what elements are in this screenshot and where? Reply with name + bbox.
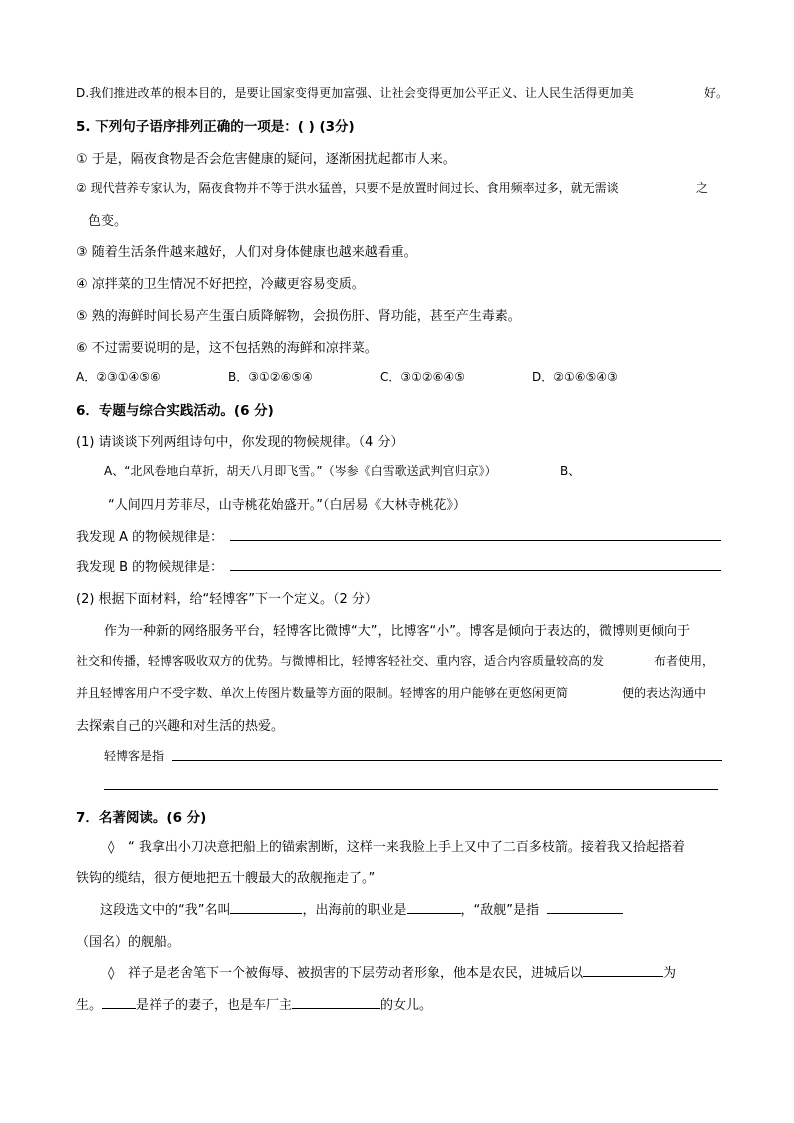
q7-wife-blank[interactable]: [102, 995, 136, 1009]
q7-quote-1: “ 我拿出小刀决意把船上的锚索割断，这样一来我脸上手上又中了二百多枝箭。接着我又拾起搭着: [128, 840, 685, 855]
q5-item-3: ③ 随着生活条件越来越好，人们对身体健康也越来越看重。: [76, 245, 417, 260]
q6-material-4: 去探索自己的兴趣和对生活的热爱。: [76, 719, 285, 734]
q7-job-blank[interactable]: [407, 900, 461, 914]
q6-title: 6．专题与综合实践活动。(6 分): [76, 403, 274, 419]
q7-q-part3: ，“敌舰”是指: [460, 903, 539, 918]
q6-sub2: (2) 根据下面材料，给“轻博客”下一个定义。（2 分）: [76, 592, 378, 607]
q7-owner-blank[interactable]: [292, 995, 380, 1009]
q7-question-line: [100, 899, 623, 918]
q5-title: 5. 下列句子语序排列正确的一项是：( ) (3分): [76, 119, 355, 135]
q6-sub1: (1) 请谈谈下列两组诗句中，你发现的物候规律。（4 分）: [76, 435, 404, 450]
q6-poem-a: A、“北风卷地白草折，胡天八月即飞雪。”（岑参《白雪歌送武判官归京》）: [104, 464, 497, 478]
q7-quote-2: 铁钩的缆结，很方便地把五十艘最大的敌舰拖走了。”: [76, 871, 376, 886]
diamond-bullet-icon: ◊: [108, 966, 115, 981]
q4-option-d: [76, 84, 634, 101]
q5-option-c[interactable]: C．③①②⑥④⑤: [380, 370, 465, 384]
q6-material-3-tail: 便的表达沟通中: [622, 686, 707, 700]
q6-answer-b-label: 我发现 B 的物候规律是：: [76, 560, 224, 575]
q4-option-d-tail: 好。: [704, 86, 729, 100]
q6-material-3: 并且轻博客用户不受字数、单次上传图片数量等方面的限制。轻博客的用户能够在更悠闲更简: [76, 686, 569, 700]
q7-name-blank[interactable]: [230, 900, 302, 914]
q6-material-1: 作为一种新的网络服务平台，轻博客比微博“大”，比博客“小”。博客是倾向于表达的，微博则更倾向于: [104, 624, 690, 639]
q7-q-part4: （国名）的舰船。: [76, 935, 181, 950]
q5-item-6: ⑥ 不过需要说明的是，这不包括熟的海鲜和凉拌菜。: [76, 341, 378, 356]
q5-option-d[interactable]: D．②①⑥⑤④③: [532, 370, 618, 384]
q7-q-part2: ，出海前的职业是: [302, 903, 407, 918]
q7-xiangzi-4: 是祥子的妻子，也是车厂主: [136, 998, 293, 1013]
q7-xiangzi-line-1: [108, 962, 676, 981]
q5-item-1: ① 于是，隔夜食物是否会危害健康的疑问，逐渐困扰起都市人来。: [76, 152, 456, 167]
q6-answer-a-label: 我发现 A 的物候规律是：: [76, 530, 224, 545]
q6-poem-b: “人间四月芳菲尽，山寺桃花始盛开。”（白居易《大林寺桃花》）: [108, 498, 466, 513]
q7-xiangzi-3: 生。: [76, 998, 103, 1013]
q6-material-2: 社交和传播，轻博客吸收双方的优势。与微博相比，轻博客轻社交、重内容，适合内容质量较高的发: [76, 654, 605, 668]
q7-q-part1: 这段选文中的“我”名叫: [100, 903, 231, 918]
diamond-bullet-icon: ◊: [108, 840, 115, 855]
q7-title: 7．名著阅读。(6 分): [76, 810, 207, 826]
q5-option-a[interactable]: A．②③①④⑤⑥: [76, 370, 161, 384]
q5-options: [76, 368, 618, 385]
q5-option-b[interactable]: B．③①②⑥⑤④: [228, 370, 313, 384]
q5-item-4: ④ 凉拌菜的卫生情况不好把控，冷藏更容易变质。: [76, 277, 365, 292]
q5-item-2: ② 现代营养专家认为，隔夜食物并不等于洪水猛兽，只要不是放置时间过长、食用频率过多，就无需谈: [76, 181, 619, 195]
q6-poem-b-label: B、: [560, 464, 581, 478]
q7-livelihood-blank[interactable]: [583, 963, 663, 977]
q7-xiangzi-5: 的女儿。: [380, 998, 433, 1013]
q6-definition-label: 轻博客是指: [104, 749, 165, 763]
q7-xiangzi-2: 为: [663, 966, 677, 981]
q5-item-2-tail: 之: [696, 181, 709, 195]
q5-item-5: ⑤ 熟的海鲜时间长易产生蛋白质降解物，会损伤肝、肾功能，甚至产生毒素。: [76, 309, 521, 324]
q7-xiangzi-1: 祥子是老舍笔下一个被侮辱、被损害的下层劳动者形象，他本是农民，进城后以: [128, 966, 584, 981]
q4-option-d-text: D.我们推进改革的根本目的，是要让国家变得更加富强、让社会变得更加公平正义、让人民生活得更加美: [76, 86, 634, 100]
q6-material-2-tail: 布者使用，: [654, 654, 715, 668]
q6-answer-b-line[interactable]: [230, 570, 721, 571]
q7-quote-line-1: [108, 836, 685, 855]
q6-definition-line-1[interactable]: [172, 760, 722, 761]
q7-country-blank[interactable]: [547, 900, 623, 914]
q5-item-2-cont: 色变。: [88, 214, 128, 229]
q6-answer-a-line[interactable]: [230, 540, 721, 541]
q7-xiangzi-line-2: [76, 994, 432, 1013]
q6-definition-line-2[interactable]: [104, 789, 718, 790]
